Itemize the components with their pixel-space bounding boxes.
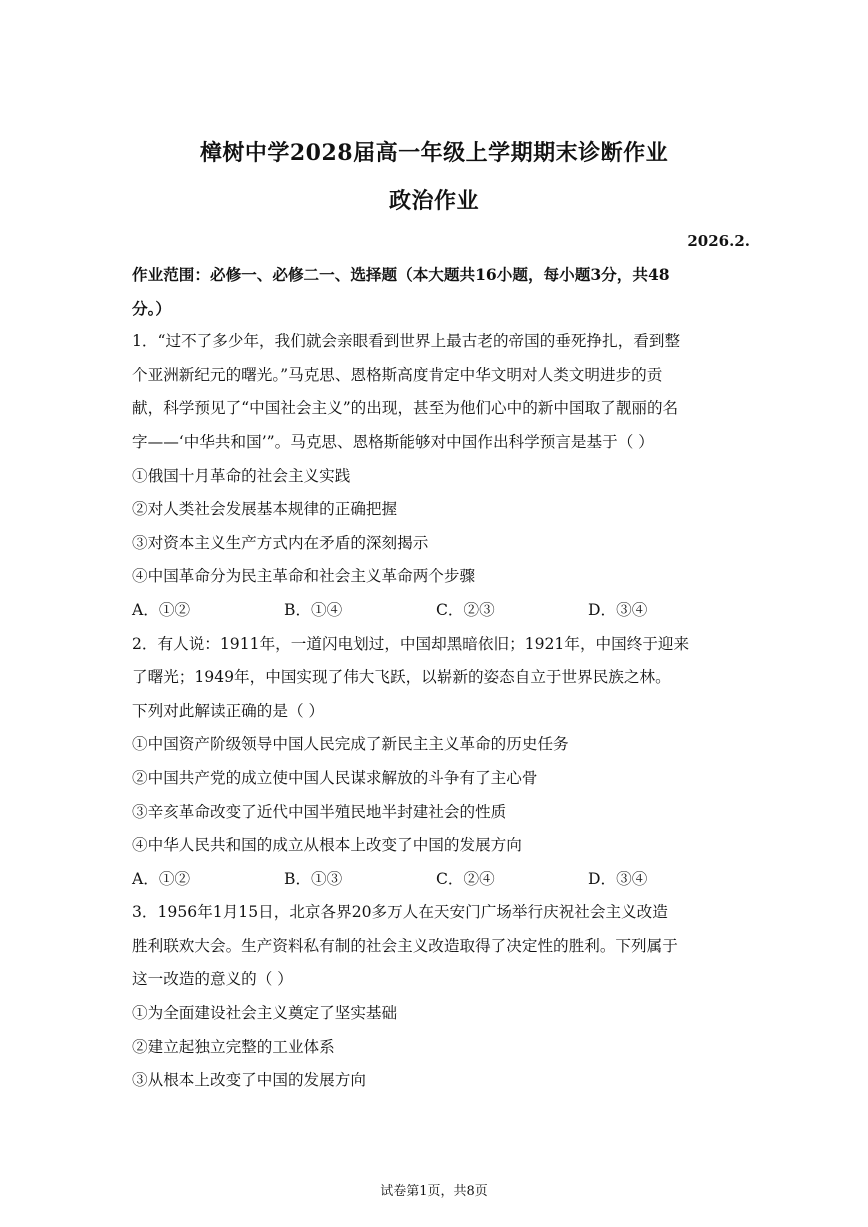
question-text-line: 胜利联欢大会。生产资料私有制的社会主义改造取得了决定性的胜利。下列属于 [132, 936, 678, 955]
answer-options [132, 863, 740, 897]
question-item: ③从根本上改变了中国的发展方向 [132, 1071, 366, 1090]
question-text-line: 献，科学预见了“中国社会主义”的出现，甚至为他们心中的新中国取了靓丽的名 [132, 399, 679, 418]
question-item: ④中华人民共和国的成立从根本上改变了中国的发展方向 [132, 836, 522, 855]
question-text-line: 字——‘中华共和国’”。马克思、恩格斯能够对中国作出科学预言是基于（ ） [132, 432, 654, 451]
scope-line: 分。） [132, 298, 171, 318]
answer-options [132, 594, 740, 628]
exam-title: 樟树中学2028届高一年级上学期期末诊断作业 [199, 140, 669, 166]
answer-option-d: D．③④ [588, 600, 648, 619]
exam-content [132, 258, 740, 1098]
answer-option-d: D．③④ [588, 869, 648, 888]
question-item: ②对人类社会发展基本规律的正确把握 [132, 500, 398, 519]
question-text-line: 下列对此解读正确的是（ ） [132, 701, 325, 720]
answer-option-b: B．①④ [284, 600, 343, 619]
question-3 [132, 896, 740, 1098]
question-2 [132, 628, 740, 897]
question-item: ①为全面建设社会主义奠定了坚实基础 [132, 1004, 398, 1023]
question-item: ②中国共产党的成立使中国人民谋求解放的斗争有了主心骨 [132, 768, 538, 787]
question-item: ①中国资产阶级领导中国人民完成了新民主主义革命的历史任务 [132, 735, 569, 754]
question-text-line: 3．1956年1月15日，北京各界20多万人在天安门广场举行庆祝社会主义改造 [132, 903, 668, 922]
answer-option-a: A．①② [132, 600, 191, 619]
question-text-line: 个亚洲新纪元的曙光。”马克思、恩格斯高度肯定中华文明对人类文明进步的贡 [132, 365, 663, 384]
answer-option-a: A．①② [132, 869, 191, 888]
question-text-line: 1．“过不了多少年，我们就会亲眼看到世界上最古老的帝国的垂死挣扎，看到整 [132, 332, 681, 351]
question-text-line: 这一改造的意义的（ ） [132, 970, 293, 989]
question-text-line: 了曙光；1949年，中国实现了伟大飞跃，以崭新的姿态自立于世界民族之林。 [132, 668, 671, 687]
exam-subtitle: 政治作业 [388, 188, 479, 214]
answer-option-c: C．②③ [436, 600, 495, 619]
question-item: ③对资本主义生产方式内在矛盾的深刻揭示 [132, 533, 429, 552]
answer-option-b: B．①③ [284, 869, 343, 888]
question-1 [132, 325, 740, 627]
question-text-line: 2．有人说：1911年，一道闪电划过，中国却黑暗依旧；1921年，中国终于迎来 [132, 634, 690, 653]
question-item: ②建立起独立完整的工业体系 [132, 1037, 335, 1056]
answer-option-c: C．②④ [436, 869, 495, 888]
question-item: ④中国革命分为民主革命和社会主义革命两个步骤 [132, 567, 476, 586]
scope-line: 作业范围：必修一、必修二一、选择题（本大题共16小题，每小题3分，共48 [132, 265, 670, 284]
question-item: ①俄国十月革命的社会主义实践 [132, 466, 351, 485]
exam-date: 2026.2. [687, 232, 750, 250]
question-item: ③辛亥革命改变了近代中国半殖民地半封建社会的性质 [132, 802, 507, 821]
page-footer: 试卷第1页，共8页 [380, 1184, 488, 1199]
